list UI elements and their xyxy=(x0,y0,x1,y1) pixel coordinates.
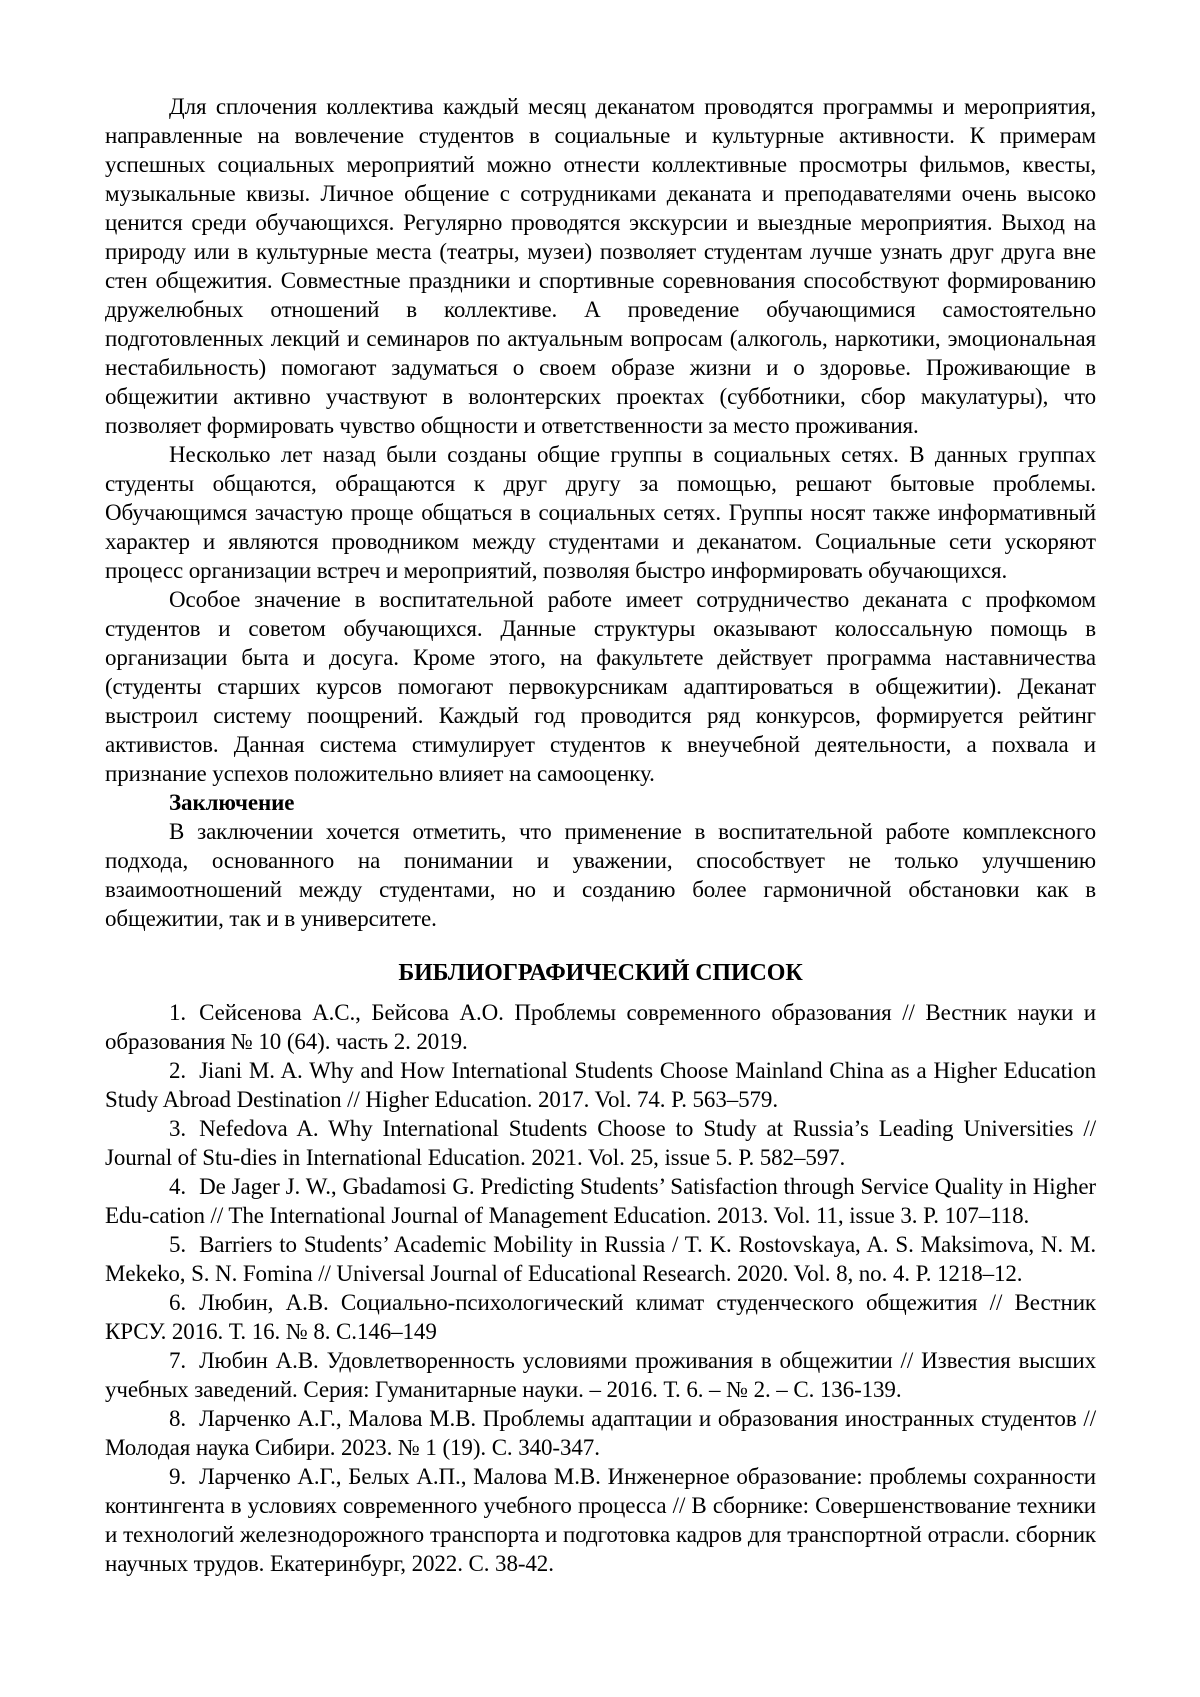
reference-number: 4. xyxy=(169,1174,187,1199)
reference-number: 7. xyxy=(169,1348,187,1373)
reference-number: 3. xyxy=(169,1116,187,1141)
reference-number: 9. xyxy=(169,1464,187,1489)
reference-text: Ларченко А.Г., Малова М.В. Проблемы адаптации и образования иностранных студентов // Молодая наука Сибири. 2023. № 1 (19). С. 340-347. xyxy=(105,1406,1096,1460)
reference-item xyxy=(105,1346,1096,1404)
reference-item xyxy=(105,1056,1096,1114)
reference-text: Любин, А.В. Социально-психологический климат студенческого общежития // Вестник КРСУ. 2016. Т. 16. № 8. С.146–149 xyxy=(105,1290,1096,1344)
reference-number: 2. xyxy=(169,1058,187,1083)
reference-text: Сейсенова А.С., Бейсова А.О. Проблемы современного образования // Вестник науки и образования № 10 (64). часть 2. 2019. xyxy=(105,1000,1096,1054)
reference-text: De Jager J. W., Gbadamosi G. Predicting Students’ Satisfaction through Service Quality in Higher Edu-cation // The International Journal of Management Education. 2013. Vol. 11, issue 3. P. 107–118. xyxy=(105,1174,1096,1228)
reference-number: 5. xyxy=(169,1232,187,1257)
reference-item xyxy=(105,1172,1096,1230)
reference-text: Ларченко А.Г., Белых А.П., Малова М.В. Инженерное образование: проблемы сохранности контингента в условиях современного учебного процесса // В сборнике: Совершенствование техники и технологий железнодорожного транспорта и подготовка кадров для транспортной отрасли. сборник научных трудов. Екатеринбург, 2022. С. 38-42. xyxy=(105,1464,1096,1576)
conclusion-paragraph: В заключении хочется отметить, что применение в воспитательной работе комплексного подхода, основанного на понимании и уважении, способствует не только улучшению взаимоотношений между студентами, но и созданию более гармоничной обстановки как в общежитии, так и в университете. xyxy=(105,819,1096,931)
reference-item xyxy=(105,1404,1096,1462)
reference-text: Barriers to Students’ Academic Mobility in Russia / T. K. Rostovskaya, A. S. Maksimova, N. M. Mekeko, S. N. Fomina // Universal Journal of Educational Research. 2020. Vol. 8, no. 4. P. 1218–12. xyxy=(105,1232,1096,1286)
body-paragraph: Для сплочения коллектива каждый месяц деканатом проводятся программы и мероприятия, направленные на вовлечение студентов в социальные и культурные активности. К примерам успешных социальных мероприятий можно отнести коллективные просмотры фильмов, квесты, музыкальные квизы. Личное общение с сотрудниками деканата и преподавателями очень высоко ценится среди обучающихся. Регулярно проводятся экскурсии и выездные мероприятия. Выход на природу или в культурные места (театры, музеи) позволяет студентам лучше узнать друг друга вне стен общежития. Совместные праздники и спортивные соревнования способствуют формированию дружелюбных отношений в коллективе. А проведение обучающимися самостоятельно подготовленных лекций и семинаров по актуальным вопросам (алкоголь, наркотики, эмоциональная нестабильность) помогают задуматься о своем образе жизни и о здоровье. Проживающие в общежитии активно участвуют в волонтерских проектах (субботники, сбор макулатуры), что позволяет формировать чувство общности и ответственности за место проживания. xyxy=(105,94,1096,438)
reference-item xyxy=(105,1462,1096,1578)
reference-text: Nefedova A. Why International Students Choose to Study at Russia’s Leading Universities // Journal of Stu-dies in International Education. 2021. Vol. 25, issue 5. P. 582–597. xyxy=(105,1116,1096,1170)
body-paragraph: Несколько лет назад были созданы общие группы в социальных сетях. В данных группах студенты общаются, обращаются к друг другу за помощью, решают бытовые проблемы. Обучающимся зачастую проще общаться в социальных сетях. Группы носят также информативный характер и являются проводником между студентами и деканатом. Социальные сети ускоряют процесс организации встреч и мероприятий, позволяя быстро информировать обучающихся. xyxy=(105,442,1096,583)
reference-number: 8. xyxy=(169,1406,187,1431)
reference-text: Любин А.В. Удовлетворенность условиями проживания в общежитии // Известия высших учебных заведений. Серия: Гуманитарные науки. – 2016. Т. 6. – № 2. – С. 136-139. xyxy=(105,1348,1096,1402)
reference-item xyxy=(105,1288,1096,1346)
conclusion-heading: Заключение xyxy=(169,790,295,815)
body-paragraph: Особое значение в воспитательной работе имеет сотрудничество деканата с профкомом студентов и советом обучающихся. Данные структуры оказывают колоссальную помощь в организации быта и досуга. Кроме этого, на факультете действует программа наставничества (студенты старших курсов помогают первокурсникам адаптироваться в общежитии). Деканат выстроил систему поощрений. Каждый год проводится ряд конкурсов, формируется рейтинг активистов. Данная система стимулирует студентов к внеучебной деятельности, а похвала и признание успехов положительно влияет на самооценку. xyxy=(105,587,1096,786)
reference-number: 1. xyxy=(169,1000,187,1025)
reference-item xyxy=(105,998,1096,1056)
reference-text: Jiani M. A. Why and How International Students Choose Mainland China as a Higher Education Study Abroad Destination // Higher Education. 2017. Vol. 74. P. 563–579. xyxy=(105,1058,1096,1112)
bibliography-heading: БИБЛИОГРАФИЧЕСКИЙ СПИСОК xyxy=(398,960,803,986)
reference-item xyxy=(105,1114,1096,1172)
reference-item xyxy=(105,1230,1096,1288)
reference-number: 6. xyxy=(169,1290,187,1315)
